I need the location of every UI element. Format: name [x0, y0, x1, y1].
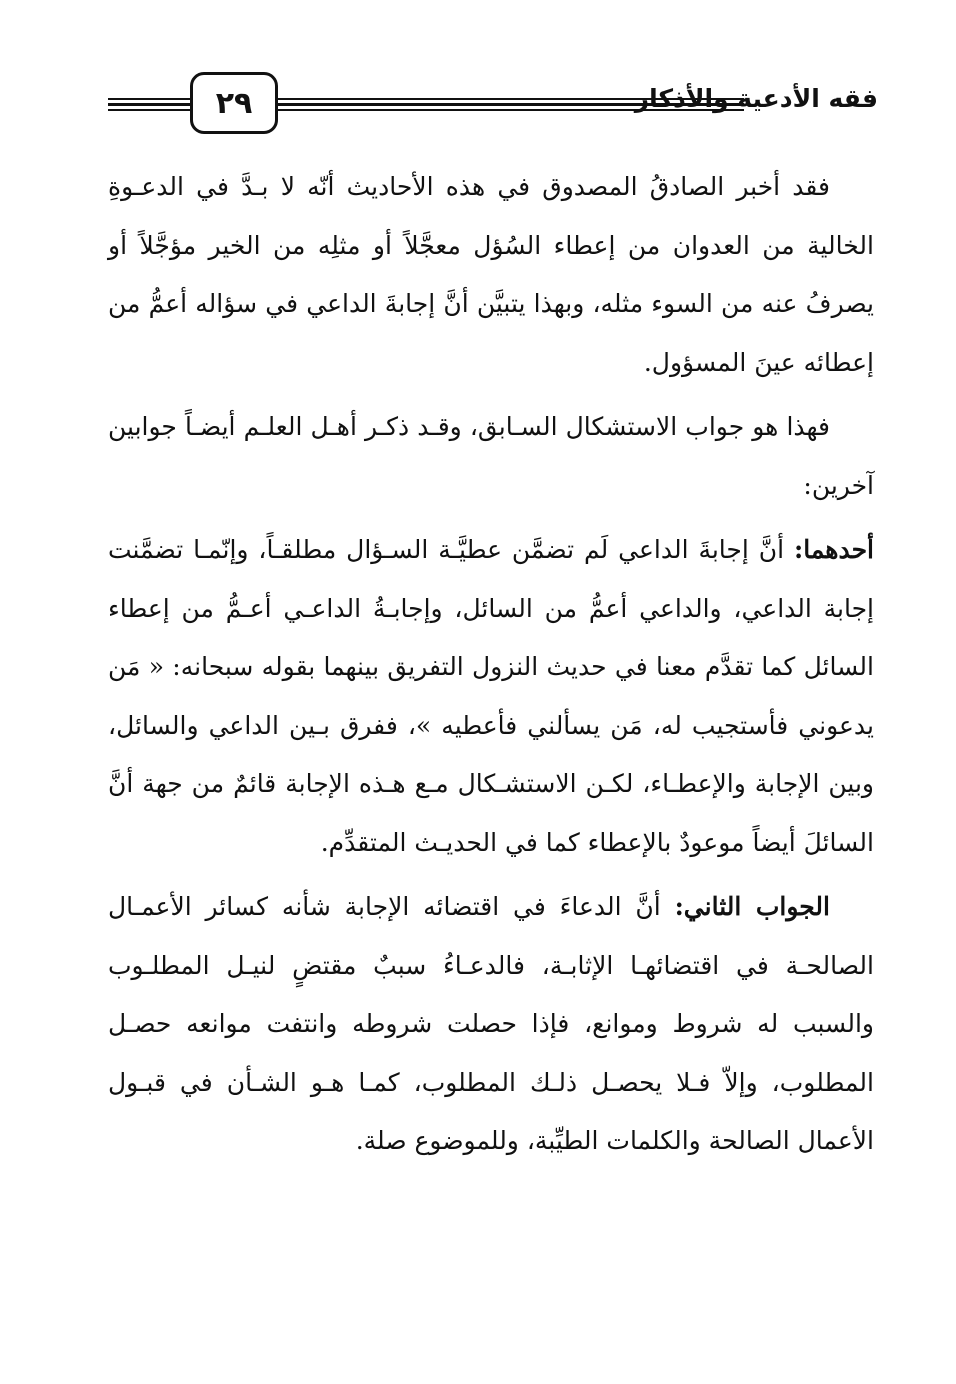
paragraph-text: أنَّ الدعاءَ في اقتضائه الإجابة شأنه كسائر الأعمـال الصالحـة في اقتضائهـا الإثابـة، فالدعـاءُ سببٌ مقتضٍ لنيـل المطلـوب والسبب له شروط وموانع، فإذا حصلت شروطه وانتفت موانعه حصـل المطلوب، وإلاّ فـلا يحصـل ذلـك المطلوب، كمـا هـو الشـأن في قبـول الأعمال الصالحة والكلمات الطيِّبة، وللموضوع صلة.: [108, 892, 874, 1155]
book-title: فقه الأدعية والأذكار: [634, 84, 878, 113]
page-header: [108, 68, 878, 144]
paragraph-text: فقد أخبر الصادقُ المصدوق في هذه الأحاديث أنّه لا بـدَّ في الدعـوةِ الخالية من العدوان من إعطاء السُؤل معجَّلاً أو مثلِه من الخير مؤجَّلاً أو يصرفُ عنه من السوء مثله، وبهذا يتبيَّن أنَّ إجابةَ الداعي في سؤاله أعمُّ من إعطائه عينَ المسؤول.: [108, 172, 874, 377]
page-body: [108, 158, 874, 1171]
paragraph-lead: الجواب الثاني:: [674, 892, 830, 921]
paragraph-text: فهذا هو جواب الاستشكال السـابق، وقـد ذكـر أهـل العلـم أيضـاً جوابين آخرين:: [108, 412, 874, 500]
page-number: ٢٩: [190, 72, 278, 134]
paragraph-lead: أحدهما:: [794, 535, 875, 564]
paragraph: [108, 878, 874, 1171]
paragraph-text: أنَّ إجابةَ الداعي لَم تضمَّن عطيَّـة السـؤال مطلقـاً، وإنّمـا تضمَّنت إجابة الداعي، والداعي أعمُّ من السائل، وإجابـةُ الداعـي أعـمُّ من إعطاء السائل كما تقدَّم معنا في حديث النزول التفريق بينهما بقوله سبحانه: « مَن يدعوني فأستجيب له، مَن يسألني فأعطيه »، ففرق بـين الداعي والسائل، وبين الإجابة والإعطـاء، لكـن الاستشـكال مـع هـذه الإجابة قائمٌ من جهة أنَّ السائلَ أيضاً موعودٌ بالإعطاء كما في الحديـث المتقدِّم.: [108, 535, 874, 857]
paragraph: [108, 521, 874, 872]
paragraph: [108, 398, 874, 515]
header-rule-left: [108, 98, 190, 111]
paragraph: [108, 158, 874, 392]
